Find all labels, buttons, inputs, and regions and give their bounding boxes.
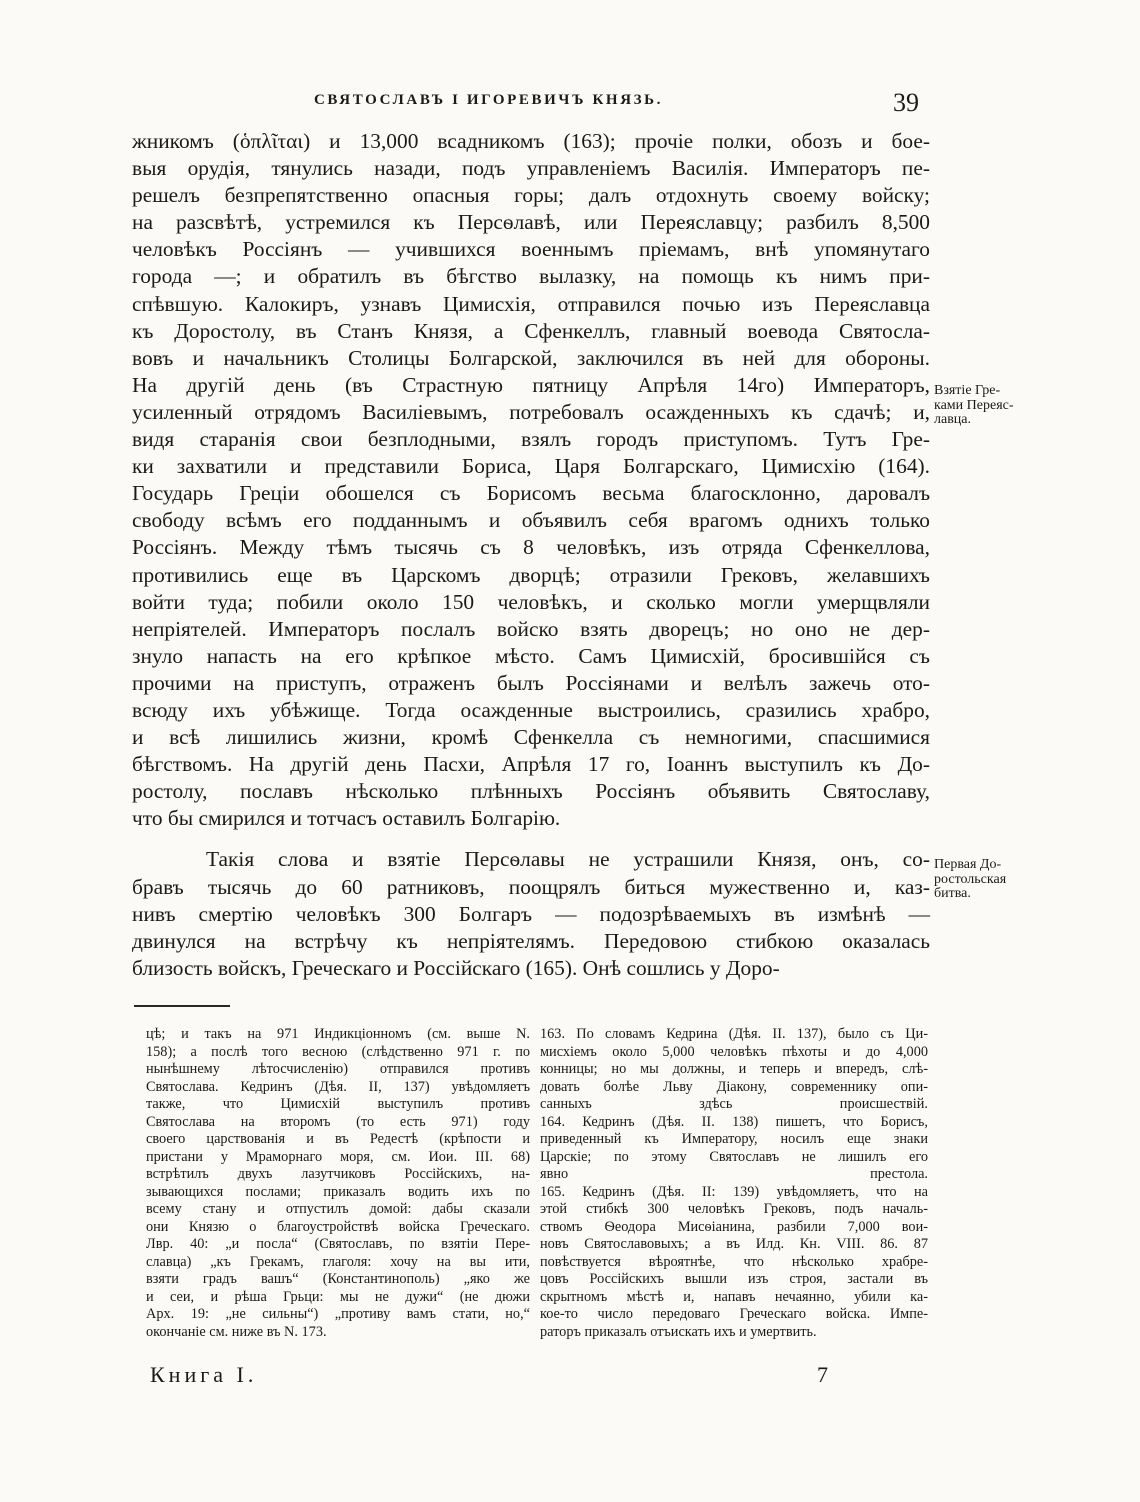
footnote-line: нынѣшнему лѣтосчисленію) отправился противъ — [146, 1061, 530, 1077]
text-line: противились еще въ Царскомъ дворцѣ; отразили Грековъ, желавшихъ — [132, 562, 930, 587]
footnotes-left-column — [146, 1026, 530, 1341]
footnote-line: славца) „къ Грекамъ, глаголя: хочу на вы ити, — [146, 1253, 530, 1270]
text-line: бѣгствомъ. На другій день Пасхи, Апрѣля 17 го, Іоаннъ выступилъ къ До- — [132, 752, 930, 777]
footnote-line: довать болѣе Льву Діакону, современнику опи- — [540, 1078, 928, 1095]
running-head-title: СВЯТОСЛАВЪ I ИГОРЕВИЧЪ КНЯЗЬ. — [314, 92, 664, 108]
footnote-line: Арх. 19: „не сильны“) „противу вамъ стати, но,“ — [146, 1306, 530, 1322]
text-line: что бы смирился и тотчасъ оставилъ Болгарію. — [132, 806, 561, 831]
text-line: на разсвѣтѣ, устремился къ Персѳлавѣ, или Переяславцу; разбилъ 8,500 — [132, 210, 930, 235]
text-line: ростолу, пославъ нѣсколько плѣнныхъ Россіянъ объявить Святославу, — [132, 779, 930, 804]
footnote-line: Лвр. 40: „и посла“ (Святославъ, по взятіи Пере- — [146, 1236, 530, 1252]
text-line: и всѣ лишились жизни, кромѣ Сфенкелла съ немногими, спасшимися — [132, 725, 930, 750]
text-line: всюду ихъ убѣжище. Тогда осажденные выстроились, сразились храбро, — [132, 697, 930, 722]
signature-mark: Книга I. — [150, 1362, 258, 1387]
footnote-line: всему стану и отпустилъ домой: дабы сказали — [146, 1201, 530, 1217]
sheet-number: 7 — [817, 1362, 828, 1387]
margin-note-first-dorostol-battle — [934, 858, 1044, 902]
footnote-line: приведенный къ Императору, носилъ еще знаки — [540, 1131, 928, 1147]
page-number: 39 — [893, 88, 919, 117]
footnote-line: взяти градъ вашъ“ (Константинополь) „яко же — [146, 1271, 530, 1287]
text-line: спѣвшую. Калокиръ, узнавъ Цимисхія, отправился почью изъ Переяславца — [132, 291, 930, 316]
text-line: Россіянъ. Между тѣмъ тысячь съ 8 человѣкъ, изъ отряда Сфенкеллова, — [132, 535, 930, 560]
footnote-line: Святослава. Кедринъ (Дѣя. II, 137) увѣдомляетъ — [146, 1078, 530, 1095]
margin-note-line: Взятіе Гре- — [934, 383, 1001, 398]
margin-note-line: ками Переяс- — [934, 397, 1014, 413]
footnote-line: кое-то число передоваго Греческаго войска. Импе- — [540, 1306, 928, 1322]
footnote-line: пристани у Мраморнаго моря, см. Иои. III. 68) — [146, 1148, 530, 1165]
footnote-line: и сеи, и рѣша Грьци: мы не дужи“ (не дюжи — [146, 1288, 530, 1305]
footnote-line: явно престола. — [540, 1166, 928, 1182]
margin-note-line: лавца. — [934, 412, 972, 427]
text-line: На другій день (въ Страстную пятницу Апрѣля 14го) Императоръ, — [132, 372, 930, 397]
text-line: прочими на приступъ, отраженъ былъ Россіянами и велѣлъ зажечь ото- — [132, 670, 930, 695]
text-line: решелъ безпрепятственно опасныя горы; далъ отдохнуть своему войску; — [132, 183, 930, 208]
text-line: непріятелей. Императоръ послалъ войско взять дворецъ; но оно не дер- — [132, 616, 930, 641]
margin-note-line: ростольская — [934, 871, 1007, 887]
footnote-line: цѣ; и такъ на 971 Индикціонномъ (см. выше N. — [146, 1026, 530, 1042]
footnote-line: 163. По словамъ Кедрина (Дѣя. II. 137), было съ Ци- — [540, 1026, 928, 1042]
margin-note-line: битва. — [934, 886, 971, 901]
footnote-rule — [134, 1005, 230, 1007]
footnote-line: 158); а послѣ того весною (слѣдственно 971 г. по — [146, 1043, 530, 1060]
footnote-line: этой стибкѣ 300 человѣкъ Грековъ, подъ началь- — [540, 1201, 928, 1217]
text-line: усиленный отрядомъ Василіевымъ, потребовалъ осажденныхъ къ сдачѣ; и, — [132, 399, 930, 424]
text-line: Такія слова и взятіе Персѳлавы не устрашили Князя, онъ, со- — [206, 847, 930, 872]
footnote-line: зывающихся послами; приказалъ водить ихъ по — [146, 1183, 530, 1200]
text-line: выя орудія, тянулись назади, подъ управленіемъ Василія. Императоръ пе- — [132, 156, 930, 181]
footnote-line: 164. Кедринъ (Дѣя. II. 138) пишетъ, что Борисъ, — [540, 1113, 928, 1130]
paragraph-2 — [132, 846, 930, 981]
text-line: близость войскъ, Греческаго и Россійскаго (165). Онѣ сошлись у Доро- — [132, 955, 780, 980]
margin-note-line: Первая До- — [934, 857, 1002, 872]
footnotes-right-column — [540, 1026, 928, 1341]
footnote-line: цовъ Россійскихъ вышли изъ строя, застали въ — [540, 1271, 928, 1287]
text-line: бравъ тысячь до 60 ратниковъ, поощрялъ биться мужественно и, каз- — [132, 874, 930, 899]
footnote-line: 165. Кедринъ (Дѣя. II: 139) увѣдомляетъ, что на — [540, 1183, 928, 1200]
text-line: войти туда; побили около 150 человѣкъ, и сколько могли умерщвляли — [132, 589, 930, 614]
footnote-line: новъ Святославовыхъ; а въ Илд. Кн. VIII. 86. 87 — [540, 1236, 928, 1252]
text-line: ки захватили и представили Бориса, Царя Болгарскаго, Цимисхію (164). — [132, 454, 930, 479]
footnote-line: они Князю о благоустройствѣ войска Греческаго. — [146, 1218, 530, 1235]
text-line: двинулся на встрѣчу къ непріятелямъ. Передовою стибкою оказалась — [132, 928, 930, 953]
text-line: Государь Греціи обошелся съ Борисомъ весьма благосклонно, даровалъ — [132, 481, 930, 506]
text-line: человѣкъ Россіянъ — учившихся военнымъ пріемамъ, внѣ упомянутаго — [132, 237, 930, 262]
footnote-line: раторъ приказалъ отъискать ихъ и умертвить. — [540, 1323, 817, 1340]
text-line: къ Доростолу, въ Станъ Князя, а Сфенкеллъ, главный воевода Святосла- — [132, 318, 930, 343]
margin-note-capture-of-pereyaslavets — [934, 384, 1044, 428]
text-line: жникомъ (ὁπλῖται) и 13,000 всадникомъ (163); прочіе полки, обозъ и бое- — [132, 129, 930, 153]
footnote-line: своего царствованія и въ Редестѣ (крѣпости и — [146, 1131, 530, 1147]
text-line: видя старанія свои безплодными, взялъ городъ приступомъ. Тутъ Гре- — [132, 427, 930, 452]
text-line: города —; и обратилъ въ бѣгство вылазку, на помощь къ нимъ при- — [132, 264, 930, 289]
footnote-line: ствомъ Ѳеодора Мисѳіанина, разбили 7,000 вои- — [540, 1218, 928, 1235]
footnote-line: повѣствуется вѣроятнѣе, что нѣсколько храбре- — [540, 1253, 928, 1270]
text-line: вовъ и начальникъ Столицы Болгарской, заключился въ ней для обороны. — [132, 345, 930, 370]
text-line: нивъ смертію человѣкъ 300 Болгаръ — подозрѣваемыхъ въ измѣнѣ — — [132, 901, 930, 926]
main-text — [132, 128, 930, 982]
footnote-line: Святослава на второмъ (то есть 971) году — [146, 1113, 530, 1130]
footnote-line: санныхъ здѣсь происшествій. — [540, 1096, 928, 1112]
text-line: свободу всѣмъ его подданнымъ и объявилъ себя врагомъ однихъ только — [132, 508, 930, 533]
footnote-line: мисхіемъ около 5,000 человѣкъ пѣхоты и до 4,000 — [540, 1043, 928, 1060]
footnote-line: конницы; но мы должны, и теперь и впередъ, слѣ- — [540, 1061, 928, 1077]
footnote-line: Царскіе; по этому Святославъ не лишилъ его — [540, 1148, 928, 1165]
footnote-line: скрытномъ мѣстѣ и, напавъ нечаянно, убили ка- — [540, 1288, 928, 1305]
footnote-line: окончаніе см. ниже въ N. 173. — [146, 1323, 327, 1340]
text-line: знуло напасть на его крѣпкое мѣсто. Самъ Цимисхій, бросившійся съ — [132, 643, 930, 668]
footnote-line: встрѣтилъ двухъ лазутчиковъ Россійскихъ, на- — [146, 1166, 530, 1182]
footnote-line: также, что Цимисхій выступилъ противъ — [146, 1096, 530, 1112]
paragraph-1 — [132, 128, 930, 832]
